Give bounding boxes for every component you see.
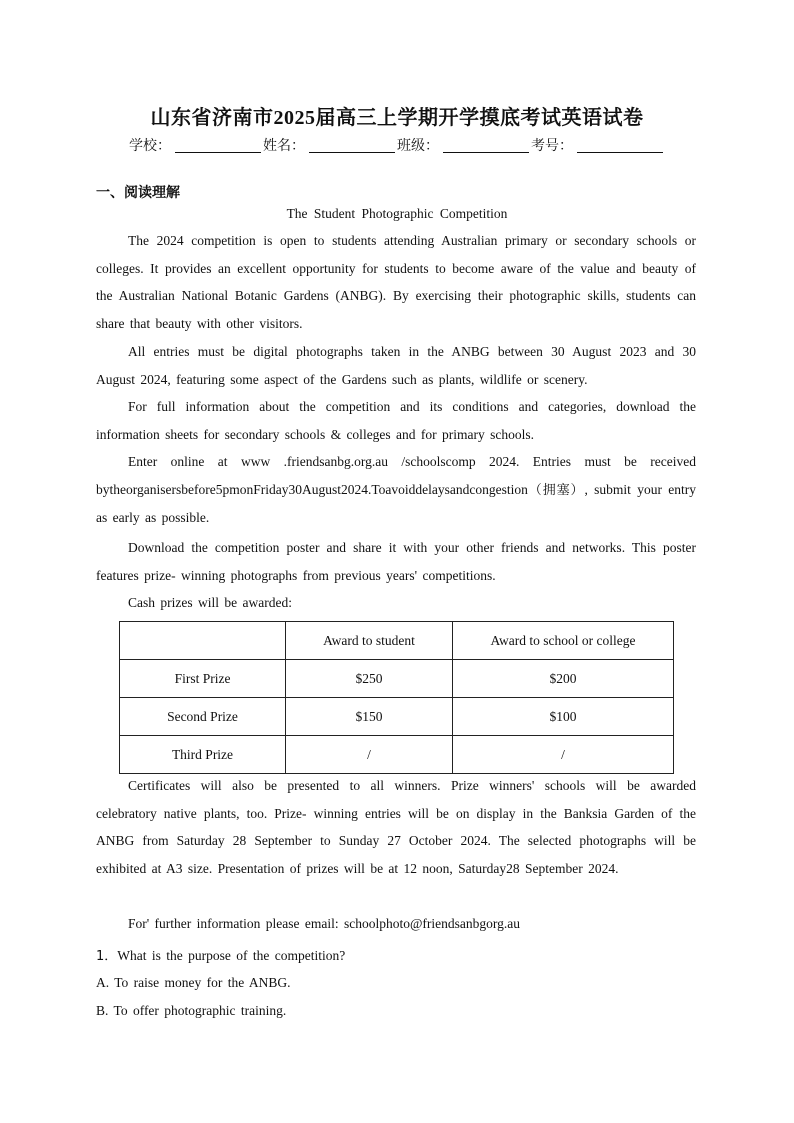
question-number: 1． <box>96 949 118 964</box>
passage-title: The Student Photographic Competition <box>286 206 508 221</box>
exam-number-blank[interactable] <box>577 138 663 153</box>
table-row <box>120 660 674 698</box>
table-cell: Second Prize <box>120 698 286 736</box>
paragraph-2-text: All entries must be digital photographs taken in the ANBG between 30 August 2023 and 30 August 2024, featuring some aspect of the Gardens such as plants, wildlife or scenery. <box>96 344 696 387</box>
question-text: What is the purpose of the competition? <box>117 948 346 963</box>
paragraph-3-text: For full information about the competition and its conditions and categories, download the information sheets for secondary schools & colleges and for primary schools. <box>96 399 696 442</box>
table-cell: $250 <box>286 660 453 698</box>
paragraph-4-chinese-gloss: （拥塞） <box>527 482 585 498</box>
paragraph-8 <box>96 910 696 938</box>
table-cell: $100 <box>453 698 674 736</box>
table-cell: / <box>286 736 453 774</box>
table-cell: / <box>453 736 674 774</box>
table-row <box>120 698 674 736</box>
table-cell: First Prize <box>120 660 286 698</box>
paragraph-1 <box>96 227 696 337</box>
table-header-row <box>120 622 674 660</box>
paragraph-7 <box>96 772 696 882</box>
paragraph-4-text-b: , submit your entry as early as possible. <box>96 481 696 526</box>
table-header-cell: Award to school or college <box>453 622 674 660</box>
class-blank[interactable] <box>443 138 529 153</box>
table-row <box>120 736 674 774</box>
section-heading: 一、阅读理解 <box>96 185 180 201</box>
prize-table <box>119 621 674 774</box>
name-label: 姓名： <box>263 138 305 154</box>
paragraph-8-text: For' further information please email: schoolphoto@friendsanbgorg.au <box>128 916 521 931</box>
exam-number-label: 考号： <box>531 138 573 154</box>
paragraph-4-text-a: Enter online at www .friendsanbg.org.au /schoolscomp 2024. Entries must be received bytheorganisersbefore5pmonFriday30August2024.Toavoiddelaysandcongestion <box>96 454 696 497</box>
paragraph-7-text: Certificates will also be presented to all winners. Prize winners' schools will be awarded celebratory native plants, too. Prize- winning entries will be on display in the Banksia Garden of the ANBG from Saturday 28 September to Sunday 27 October 2024. The selected photographs will be exhibited at A3 size. Presentation of prizes will be at 12 noon, Saturday28 September 2024. <box>96 778 696 876</box>
paragraph-6 <box>96 589 696 617</box>
paragraph-6-text: Cash prizes will be awarded: <box>128 595 292 610</box>
exam-title: 山东省济南市2025届高三上学期开学摸底考试英语试卷 <box>150 107 644 129</box>
school-blank[interactable] <box>175 138 261 153</box>
paragraph-3 <box>96 393 696 448</box>
student-info-line <box>0 135 794 155</box>
paragraph-5 <box>96 534 696 589</box>
name-blank[interactable] <box>309 138 395 153</box>
option-a[interactable]: A. To raise money for the ANBG. <box>96 975 291 990</box>
table-cell: $150 <box>286 698 453 736</box>
class-label: 班级： <box>397 138 439 154</box>
school-label: 学校： <box>129 138 171 154</box>
table-cell: $200 <box>453 660 674 698</box>
paragraph-4 <box>96 448 696 532</box>
paragraph-1-text: The 2024 competition is open to students attending Australian primary or secondary schools or colleges. It provides an excellent opportunity for students to become aware of the value and beauty of the Australian National Botanic Gardens (ANBG). By exercising their photographic skills, students can share that beauty with other visitors. <box>96 233 696 331</box>
paragraph-5-text: Download the competition poster and share it with your other friends and networks. This poster features prize- winning photographs from previous years' competitions. <box>96 540 696 583</box>
option-b[interactable]: B. To offer photographic training. <box>96 1003 287 1018</box>
paragraph-2 <box>96 338 696 393</box>
table-cell: Third Prize <box>120 736 286 774</box>
table-header-cell: Award to student <box>286 622 453 660</box>
table-header-cell <box>120 622 286 660</box>
question-1-stem <box>96 945 345 964</box>
